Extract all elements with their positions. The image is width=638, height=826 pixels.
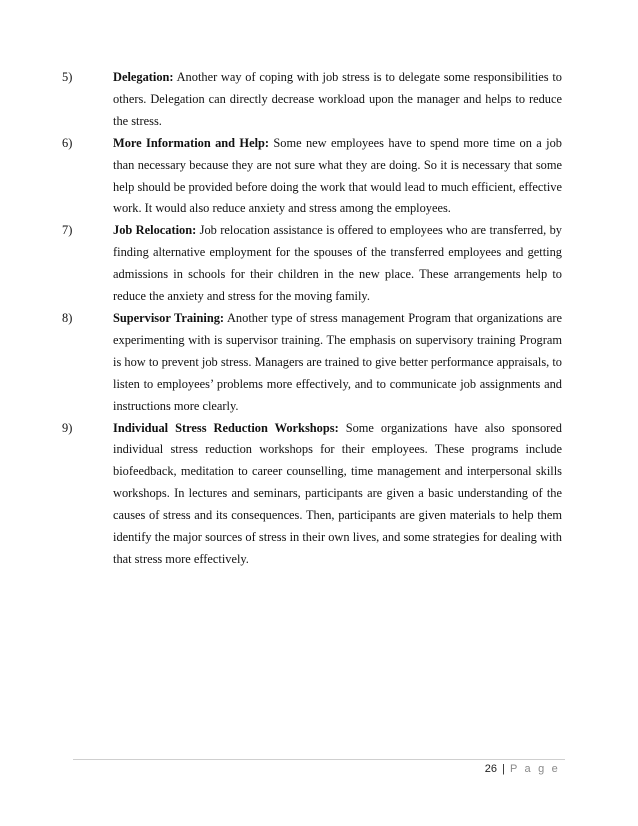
list-item-more-information bbox=[62, 133, 562, 221]
item-body: Job relocation assistance is offered to employees who are transferred, by finding alternative employment for the spouses of the transferred employees and getting admissions in schools for their children in the new place. These arrangements help to reduce the anxiety and stress for the moving family. bbox=[113, 223, 562, 304]
item-number: 5) bbox=[62, 70, 73, 84]
footer-separator: | bbox=[502, 763, 505, 775]
item-body: Some new employees have to spend more time on a job than necessary because they are not sure what they are doing. So it is necessary that some help should be provided before doing the work that would lead to much efficient, effective work. It would also reduce anxiety and stress among the employees. bbox=[113, 135, 562, 216]
numbered-list bbox=[62, 67, 562, 571]
footer-divider bbox=[73, 759, 565, 760]
item-term: Individual Stress Reduction Workshops: bbox=[113, 420, 339, 435]
item-term: Job Relocation: bbox=[113, 223, 197, 238]
item-body: Another way of coping with job stress is to delegate some responsibilities to others. Delegation can directly decrease workload upon the manager and helps to reduce the stress. bbox=[113, 70, 562, 128]
item-number: 6) bbox=[62, 135, 73, 150]
item-term: More Information and Help: bbox=[113, 135, 270, 150]
item-paragraph bbox=[113, 67, 562, 133]
item-body: Another type of stress management Program that organizations are experimenting with is supervisor training. The emphasis on supervisory training Program is how to prevent job stress. Managers are trained to give better performance appraisals, to listen to employees’ problems more effectively, and to communicate job assignments and instructions more clearly. bbox=[113, 310, 562, 413]
item-body: Some organizations have also sponsored individual stress reduction workshops for their employees. These programs include biofeedback, meditation to career counselling, time management and interpersonal skills workshops. In lectures and seminars, participants are given a basic understanding of the causes of stress and its consequences. Then, participants are given materials to help them identify the major sources of stress in their own lives, and some strategies for dealing with that stress more effectively. bbox=[113, 420, 562, 566]
item-number: 7) bbox=[62, 223, 73, 238]
list-item-delegation bbox=[62, 67, 562, 133]
item-term: Delegation: bbox=[113, 70, 174, 84]
list-item-supervisor-training bbox=[62, 308, 562, 418]
list-item-stress-workshops bbox=[62, 418, 562, 571]
list-item-job-relocation bbox=[62, 220, 562, 308]
item-term: Supervisor Training: bbox=[113, 310, 225, 325]
item-paragraph bbox=[113, 220, 562, 308]
page-number: 26 bbox=[484, 763, 497, 775]
item-number: 9) bbox=[62, 420, 73, 435]
item-paragraph bbox=[113, 418, 562, 571]
page-label: P a g e bbox=[509, 763, 560, 775]
item-paragraph bbox=[113, 308, 562, 418]
item-paragraph bbox=[113, 133, 562, 221]
item-number: 8) bbox=[62, 310, 73, 325]
page-footer bbox=[400, 763, 560, 775]
